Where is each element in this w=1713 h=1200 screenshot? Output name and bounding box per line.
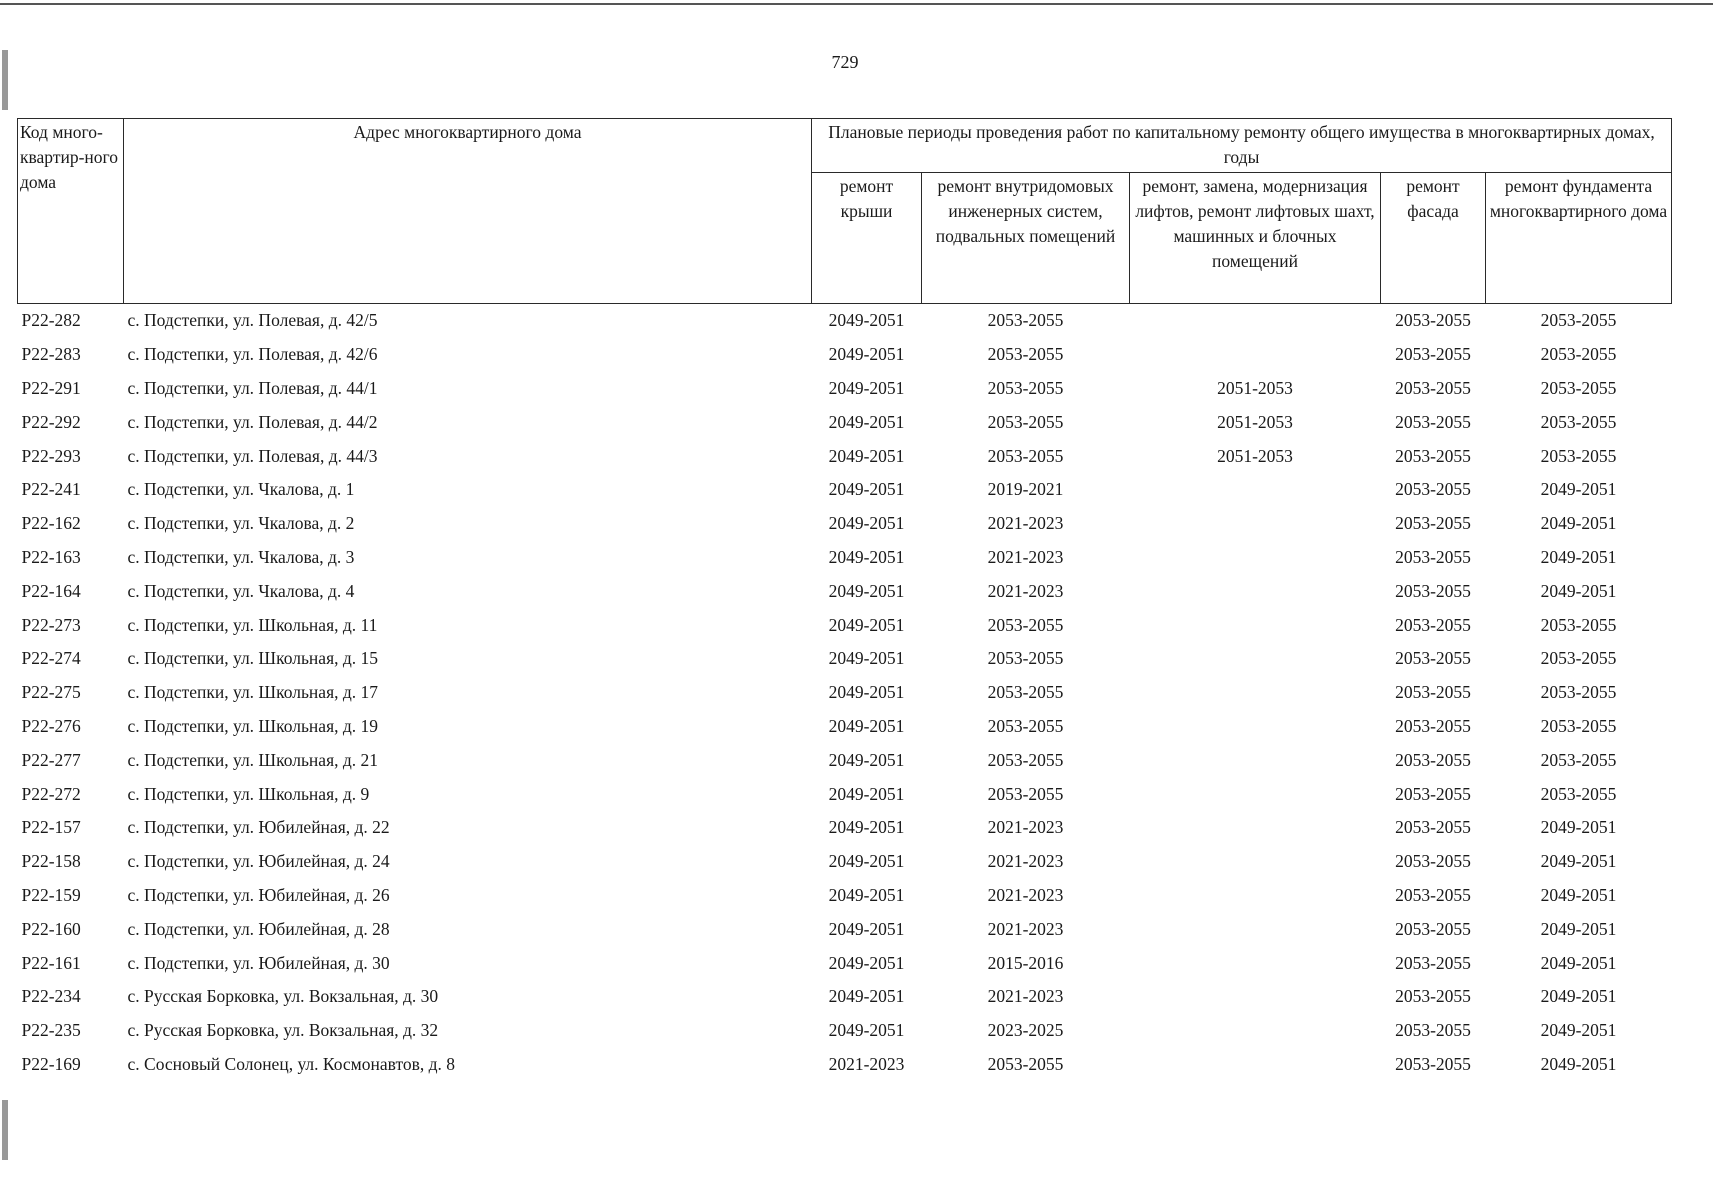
table-row: [18, 507, 1672, 541]
header-foundation: ремонт фундамента многоквартирного дома: [1486, 173, 1672, 304]
row-address: с. Подстепки, ул. Чкалова, д. 2: [127, 513, 355, 534]
row-elevators-period: [1130, 1048, 1381, 1082]
row-roof-period: 2049-2051: [828, 411, 905, 432]
header-facade: ремонт фасада: [1381, 173, 1486, 304]
table-row: [18, 845, 1672, 879]
row-foundation-period: 2049-2051: [1540, 884, 1617, 905]
row-engineering-period: 2021-2023: [987, 851, 1064, 872]
row-elevators-period: [1130, 608, 1381, 642]
row-roof-period: 2049-2051: [828, 817, 905, 838]
row-code: Р22-272: [21, 783, 81, 804]
row-engineering-period: 2053-2055: [987, 614, 1064, 635]
row-facade-period: 2053-2055: [1395, 648, 1471, 669]
row-elevators-period: [1130, 879, 1381, 913]
row-engineering-period: 2053-2055: [987, 682, 1064, 703]
table-row: [18, 1014, 1672, 1048]
row-facade-period: 2053-2055: [1395, 546, 1471, 567]
row-elevators-period: [1130, 946, 1381, 980]
row-facade-period: 2053-2055: [1395, 580, 1471, 601]
row-elevators-period: [1130, 541, 1381, 575]
header-engineering: ремонт внутридомовых инженерных систем, подвальных помещений: [922, 173, 1130, 304]
row-elevators-period: [1130, 507, 1381, 541]
row-foundation-period: 2053-2055: [1540, 715, 1617, 736]
row-roof-period: 2049-2051: [828, 479, 905, 500]
row-roof-period: 2049-2051: [828, 884, 905, 905]
row-engineering-period: 2019-2021: [987, 479, 1064, 500]
row-elevators-period: [1130, 980, 1381, 1014]
row-code: Р22-169: [21, 1053, 81, 1074]
row-foundation-period: 2049-2051: [1540, 918, 1617, 939]
row-foundation-period: 2053-2055: [1540, 377, 1617, 398]
row-facade-period: 2053-2055: [1395, 614, 1471, 635]
row-foundation-period: 2053-2055: [1540, 749, 1617, 770]
row-facade-period: 2053-2055: [1395, 851, 1471, 872]
row-foundation-period: 2049-2051: [1540, 851, 1617, 872]
row-engineering-period: 2053-2055: [987, 445, 1064, 466]
row-engineering-period: 2053-2055: [987, 344, 1064, 365]
row-code: Р22-234: [21, 986, 81, 1007]
header-elevators: ремонт, замена, модернизация лифтов, ремонт лифтовых шахт, машинных и блочных помещений: [1130, 173, 1381, 304]
row-address: с. Подстепки, ул. Полевая, д. 44/3: [127, 445, 378, 466]
row-roof-period: 2049-2051: [828, 918, 905, 939]
table-body: [18, 304, 1672, 1082]
row-foundation-period: 2053-2055: [1540, 783, 1617, 804]
row-facade-period: 2053-2055: [1395, 884, 1471, 905]
row-roof-period: 2049-2051: [828, 310, 905, 331]
row-elevators-period: [1130, 710, 1381, 744]
row-facade-period: 2053-2055: [1395, 715, 1471, 736]
table-row: [18, 710, 1672, 744]
row-address: с. Подстепки, ул. Чкалова, д. 1: [127, 479, 355, 500]
row-code: Р22-292: [21, 411, 81, 432]
row-address: с. Подстепки, ул. Юбилейная, д. 26: [127, 884, 390, 905]
row-engineering-period: 2053-2055: [987, 749, 1064, 770]
table-row: [18, 608, 1672, 642]
row-foundation-period: 2049-2051: [1540, 952, 1617, 973]
row-roof-period: 2049-2051: [828, 648, 905, 669]
table-row: [18, 1048, 1672, 1082]
table-row: [18, 338, 1672, 372]
row-code: Р22-277: [21, 749, 81, 770]
row-roof-period: 2049-2051: [828, 715, 905, 736]
row-elevators-period: [1130, 845, 1381, 879]
row-code: Р22-282: [21, 310, 81, 331]
page-number: 729: [831, 52, 859, 72]
row-foundation-period: 2053-2055: [1540, 344, 1617, 365]
row-engineering-period: 2053-2055: [987, 715, 1064, 736]
row-foundation-period: 2053-2055: [1540, 648, 1617, 669]
row-foundation-period: 2053-2055: [1540, 310, 1617, 331]
row-elevators-period: 2051-2053: [1217, 411, 1293, 432]
row-elevators-period: [1130, 777, 1381, 811]
row-engineering-period: 2015-2016: [987, 952, 1064, 973]
table-row: [18, 405, 1672, 439]
row-facade-period: 2053-2055: [1395, 986, 1471, 1007]
row-facade-period: 2053-2055: [1395, 479, 1471, 500]
row-address: с. Подстепки, ул. Школьная, д. 19: [127, 715, 379, 736]
row-foundation-period: 2049-2051: [1540, 479, 1617, 500]
row-roof-period: 2049-2051: [828, 580, 905, 601]
row-address: с. Подстепки, ул. Юбилейная, д. 28: [127, 918, 390, 939]
row-foundation-period: 2053-2055: [1540, 682, 1617, 703]
row-code: Р22-162: [21, 513, 81, 534]
row-engineering-period: 2023-2025: [987, 1020, 1064, 1041]
row-facade-period: 2053-2055: [1395, 1020, 1471, 1041]
row-roof-period: 2049-2051: [828, 445, 905, 466]
row-address: с. Подстепки, ул. Школьная, д. 15: [127, 648, 379, 669]
row-foundation-period: 2049-2051: [1540, 513, 1617, 534]
row-elevators-period: [1130, 304, 1381, 338]
row-roof-period: 2049-2051: [828, 614, 905, 635]
row-address: с. Подстепки, ул. Юбилейная, д. 22: [127, 817, 390, 838]
row-address: с. Подстепки, ул. Чкалова, д. 4: [127, 580, 355, 601]
row-elevators-period: [1130, 676, 1381, 710]
table-row: [18, 777, 1672, 811]
row-address: с. Подстепки, ул. Школьная, д. 21: [127, 749, 379, 770]
row-foundation-period: 2049-2051: [1540, 1053, 1617, 1074]
row-address: с. Русская Борковка, ул. Вокзальная, д. 30: [127, 986, 439, 1007]
row-code: Р22-241: [21, 479, 81, 500]
row-elevators-period: 2051-2053: [1217, 445, 1293, 466]
row-facade-period: 2053-2055: [1395, 310, 1471, 331]
table-row: [18, 642, 1672, 676]
row-roof-period: 2021-2023: [828, 1053, 905, 1074]
row-elevators-period: [1130, 473, 1381, 507]
table-row: [18, 946, 1672, 980]
row-facade-period: 2053-2055: [1395, 445, 1471, 466]
row-code: Р22-235: [21, 1020, 81, 1041]
table-row: [18, 439, 1672, 473]
row-engineering-period: 2021-2023: [987, 546, 1064, 567]
row-engineering-period: 2053-2055: [987, 648, 1064, 669]
row-engineering-period: 2021-2023: [987, 817, 1064, 838]
row-roof-period: 2049-2051: [828, 513, 905, 534]
row-foundation-period: 2049-2051: [1540, 1020, 1617, 1041]
table-row: [18, 743, 1672, 777]
row-engineering-period: 2053-2055: [987, 377, 1064, 398]
row-elevators-period: [1130, 338, 1381, 372]
row-foundation-period: 2053-2055: [1540, 411, 1617, 432]
row-code: Р22-283: [21, 344, 81, 365]
row-address: с. Подстепки, ул. Юбилейная, д. 24: [127, 851, 390, 872]
row-code: Р22-161: [21, 952, 81, 973]
row-roof-period: 2049-2051: [828, 749, 905, 770]
row-roof-period: 2049-2051: [828, 377, 905, 398]
row-elevators-period: [1130, 642, 1381, 676]
row-code: Р22-160: [21, 918, 81, 939]
row-code: Р22-293: [21, 445, 81, 466]
row-engineering-period: 2053-2055: [987, 411, 1064, 432]
table-row: [18, 473, 1672, 507]
row-facade-period: 2053-2055: [1395, 1053, 1471, 1074]
row-code: Р22-291: [21, 377, 81, 398]
row-roof-period: 2049-2051: [828, 1020, 905, 1041]
row-roof-period: 2049-2051: [828, 986, 905, 1007]
row-code: Р22-159: [21, 884, 81, 905]
row-foundation-period: 2049-2051: [1540, 817, 1617, 838]
row-roof-period: 2049-2051: [828, 546, 905, 567]
table-row: [18, 676, 1672, 710]
capital-repair-table: [17, 118, 1672, 1081]
row-engineering-period: 2021-2023: [987, 884, 1064, 905]
row-facade-period: 2053-2055: [1395, 783, 1471, 804]
row-engineering-period: 2053-2055: [987, 310, 1064, 331]
row-foundation-period: 2049-2051: [1540, 986, 1617, 1007]
row-engineering-period: 2053-2055: [987, 1053, 1064, 1074]
row-address: с. Русская Борковка, ул. Вокзальная, д. 32: [127, 1020, 439, 1041]
row-facade-period: 2053-2055: [1395, 344, 1471, 365]
table-row: [18, 372, 1672, 406]
row-address: с. Подстепки, ул. Полевая, д. 42/6: [127, 344, 378, 365]
row-code: Р22-158: [21, 851, 81, 872]
table-row: [18, 980, 1672, 1014]
row-facade-period: 2053-2055: [1395, 952, 1471, 973]
row-elevators-period: 2051-2053: [1217, 377, 1293, 398]
row-roof-period: 2049-2051: [828, 783, 905, 804]
row-address: с. Подстепки, ул. Чкалова, д. 3: [127, 546, 355, 567]
header-periods-group: Плановые периоды проведения работ по капитальному ремонту общего имущества в многоквартирных домах, годы: [812, 119, 1672, 173]
row-code: Р22-273: [21, 614, 81, 635]
scan-edge-mark: [2, 1100, 8, 1160]
row-engineering-period: 2021-2023: [987, 513, 1064, 534]
row-facade-period: 2053-2055: [1395, 682, 1471, 703]
row-engineering-period: 2021-2023: [987, 986, 1064, 1007]
row-address: с. Подстепки, ул. Юбилейная, д. 30: [127, 952, 390, 973]
row-address: с. Подстепки, ул. Школьная, д. 17: [127, 682, 379, 703]
table-row: [18, 879, 1672, 913]
row-roof-period: 2049-2051: [828, 851, 905, 872]
row-foundation-period: 2049-2051: [1540, 580, 1617, 601]
row-engineering-period: 2021-2023: [987, 918, 1064, 939]
row-elevators-period: [1130, 1014, 1381, 1048]
row-code: Р22-275: [21, 682, 81, 703]
header-code: Код много-квартир-ного дома: [18, 119, 124, 304]
row-foundation-period: 2049-2051: [1540, 546, 1617, 567]
top-rule: [0, 3, 1713, 5]
row-foundation-period: 2053-2055: [1540, 614, 1617, 635]
row-facade-period: 2053-2055: [1395, 513, 1471, 534]
row-elevators-period: [1130, 743, 1381, 777]
row-elevators-period: [1130, 574, 1381, 608]
row-elevators-period: [1130, 811, 1381, 845]
row-address: с. Подстепки, ул. Полевая, д. 42/5: [127, 310, 378, 331]
row-code: Р22-164: [21, 580, 81, 601]
row-engineering-period: 2053-2055: [987, 783, 1064, 804]
row-elevators-period: [1130, 912, 1381, 946]
row-address: с. Сосновый Солонец, ул. Космонавтов, д. 8: [127, 1053, 456, 1074]
header-roof: ремонт крыши: [812, 173, 922, 304]
row-foundation-period: 2053-2055: [1540, 445, 1617, 466]
row-address: с. Подстепки, ул. Школьная, д. 11: [127, 614, 378, 635]
row-code: Р22-276: [21, 715, 81, 736]
row-roof-period: 2049-2051: [828, 952, 905, 973]
row-address: с. Подстепки, ул. Школьная, д. 9: [127, 783, 370, 804]
table-row: [18, 541, 1672, 575]
row-facade-period: 2053-2055: [1395, 749, 1471, 770]
row-facade-period: 2053-2055: [1395, 918, 1471, 939]
table-row: [18, 304, 1672, 338]
row-facade-period: 2053-2055: [1395, 377, 1471, 398]
table-row: [18, 912, 1672, 946]
row-address: с. Подстепки, ул. Полевая, д. 44/1: [127, 377, 378, 398]
row-roof-period: 2049-2051: [828, 682, 905, 703]
table-row: [18, 574, 1672, 608]
row-code: Р22-163: [21, 546, 81, 567]
header-address: Адрес многоквартирного дома: [124, 119, 812, 304]
row-code: Р22-157: [21, 817, 81, 838]
row-address: с. Подстепки, ул. Полевая, д. 44/2: [127, 411, 378, 432]
row-facade-period: 2053-2055: [1395, 817, 1471, 838]
row-code: Р22-274: [21, 648, 81, 669]
row-facade-period: 2053-2055: [1395, 411, 1471, 432]
row-roof-period: 2049-2051: [828, 344, 905, 365]
table-row: [18, 811, 1672, 845]
row-engineering-period: 2021-2023: [987, 580, 1064, 601]
